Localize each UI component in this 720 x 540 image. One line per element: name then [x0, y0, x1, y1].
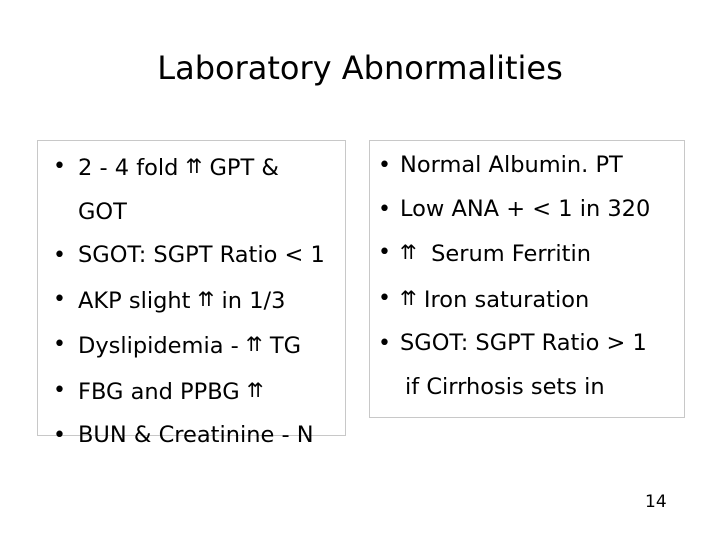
- item-text: BUN & Creatinine - N: [78, 422, 314, 448]
- up-arrow-icon: ⇈: [185, 154, 203, 178]
- bullet-icon: •: [378, 240, 391, 265]
- bullet-icon: •: [53, 154, 66, 179]
- list-item: [38, 234, 325, 278]
- item-continuation: if Cirrhosis sets in: [405, 373, 605, 400]
- item-text: GPT &: [202, 155, 279, 181]
- list-item: [370, 144, 650, 188]
- up-arrow-icon: ⇈: [197, 286, 215, 311]
- up-arrow-icon: ⇈: [245, 332, 263, 356]
- list-item: [38, 323, 325, 369]
- item-continuation: GOT: [78, 198, 127, 225]
- list-item: [370, 322, 650, 409]
- up-arrow-icon: ⇈: [400, 240, 417, 264]
- item-text: Serum Ferritin: [416, 241, 592, 267]
- list-item: [38, 145, 325, 234]
- list-item: [370, 231, 650, 277]
- bullet-icon: •: [53, 377, 66, 403]
- item-text: Dyslipidemia -: [78, 333, 246, 359]
- bullet-icon: •: [53, 423, 66, 448]
- slide-title: Laboratory Abnormalities: [157, 49, 563, 87]
- item-text: FBG and PPBG: [78, 378, 247, 405]
- left-content-box: [37, 140, 346, 448]
- item-text: 2 - 4 fold: [78, 155, 186, 181]
- right-bullet-list: [370, 144, 650, 409]
- page-number: 14: [645, 492, 667, 512]
- bullet-icon: •: [53, 243, 66, 268]
- item-text: SGOT: SGPT Ratio > 1: [400, 330, 647, 356]
- bullet-icon: •: [378, 285, 391, 311]
- up-arrow-icon: ⇈: [246, 377, 264, 402]
- item-text: Low ANA + < 1 in 320: [400, 195, 651, 222]
- item-text: SGOT: SGPT Ratio < 1: [78, 242, 325, 268]
- list-item: [370, 188, 650, 232]
- item-text: Iron saturation: [416, 286, 590, 313]
- bullet-icon: •: [53, 286, 66, 312]
- right-content-box: [369, 140, 685, 418]
- list-item: [370, 277, 650, 323]
- bullet-icon: •: [378, 153, 391, 178]
- list-item: [38, 414, 325, 458]
- up-arrow-icon: ⇈: [400, 285, 417, 310]
- list-item: [38, 278, 325, 324]
- bullet-icon: •: [378, 331, 391, 356]
- item-text: TG: [262, 333, 302, 359]
- item-text: AKP slight: [78, 287, 198, 314]
- left-bullet-list: [38, 145, 325, 458]
- bullet-icon: •: [378, 196, 391, 222]
- bullet-icon: •: [53, 332, 66, 357]
- list-item: [38, 369, 325, 415]
- item-text: Normal Albumin. PT: [400, 152, 623, 178]
- item-text: in 1/3: [214, 287, 286, 314]
